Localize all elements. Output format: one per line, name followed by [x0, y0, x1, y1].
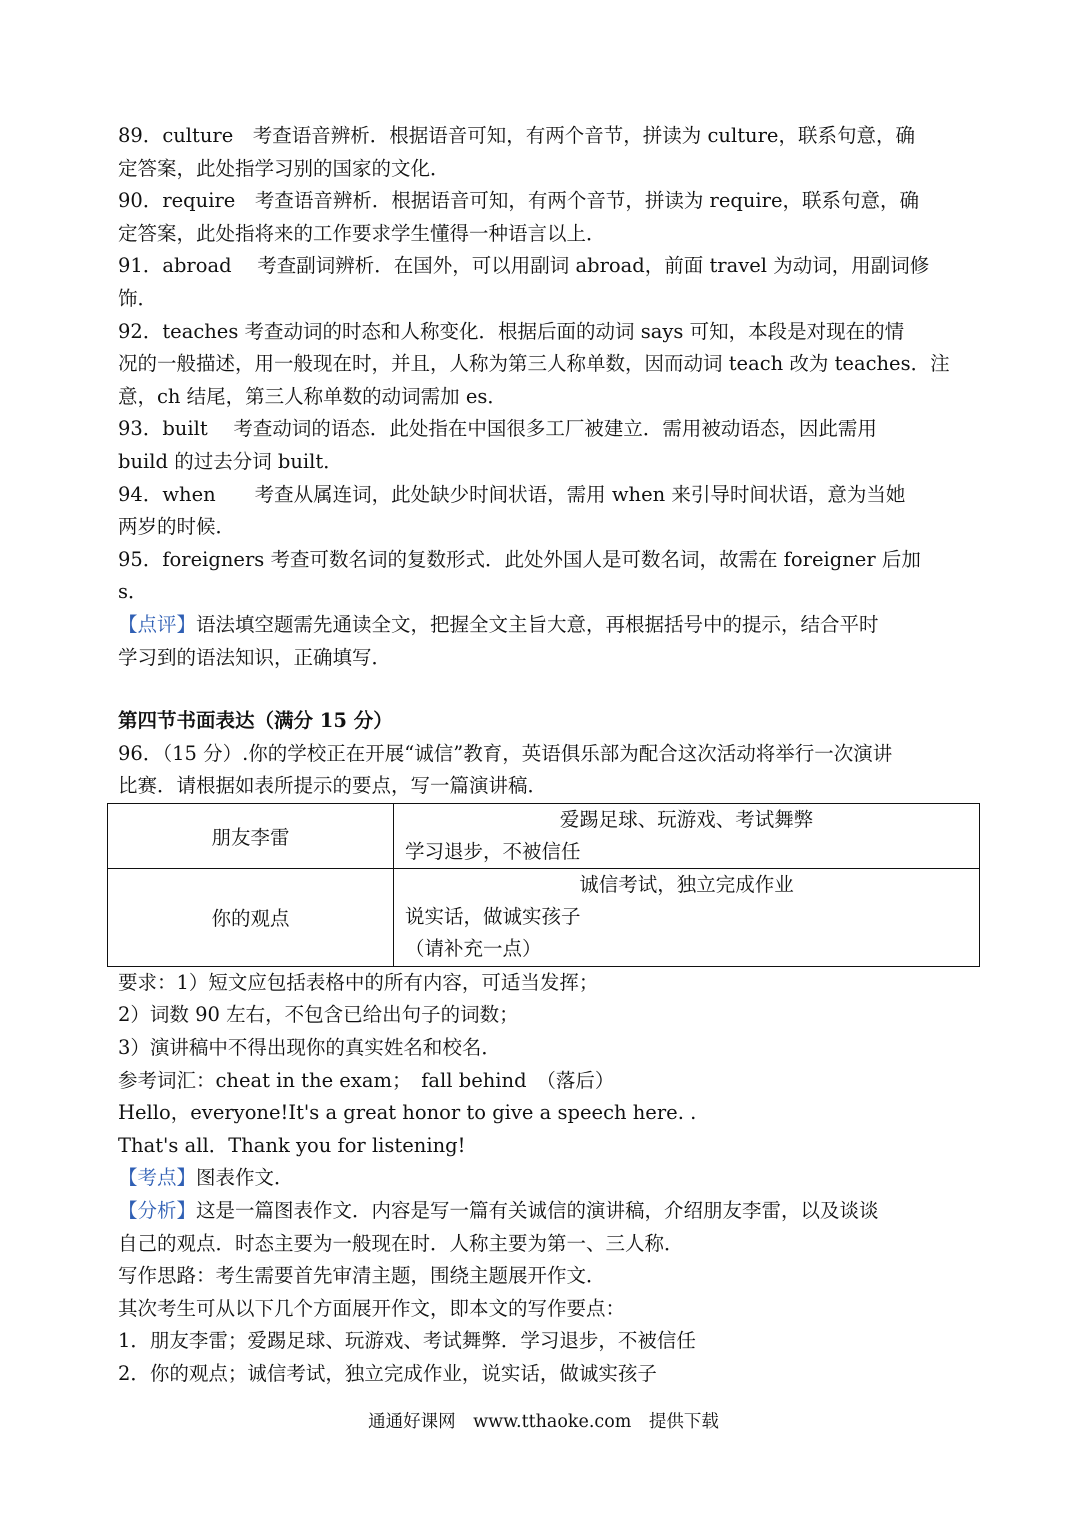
answer-91: 91．abroad 考查副词辨析．在国外，可以用副词 abroad，前面 travel 为动词，用副词修 饰．: [118, 254, 930, 310]
table-row-content: 诚信考试，独立完成作业 说实话，做诚实孩子 （请补充一点）: [394, 868, 980, 966]
answer-95: 95．foreigners 考查可数名词的复数形式．此处外国人是可数名词，故需在 foreigner 后加 s．: [118, 547, 921, 604]
table-row-content: 爱踢足球、玩游戏、考试舞弊 学习退步，不被信任: [394, 803, 980, 868]
answer-93: 93．built 考查动词的语态．此处指在中国很多工厂被建立．需用被动语态，因此需用 build 的过去分词 built．: [118, 417, 877, 473]
answer-90: 90．require 考查语音辨析．根据语音可知，有两个音节，拼读为 require，联系句意，确 定答案，此处指将来的工作要求学生懂得一种语言以上．: [118, 189, 920, 245]
table-row: [108, 868, 980, 966]
analysis-block: 【考点】图表作文． 【分析】这是一篇图表作文．内容是写一篇有关诚信的演讲稿，介绍朋友李雷，以及谈谈 自己的观点．时态主要为一般现在时．人称主要为第一、三人称． 写作思路：考生需要首先审清主题，围绕主题展开作文． 其次考生可从以下几个方面展开作文，即本文的写作要点： 1．朋友李雷；爱踢足球、玩游戏、考试舞弊．学习退步，不被信任 2．你的观点；诚信考试，独立完成作业，说实话，做诚实孩子: [118, 1166, 879, 1385]
speech-closing: That's all．Thank you for listening!: [118, 1133, 466, 1157]
question-96-cont: 比赛．请根据如表所提示的要点，写一篇演讲稿．: [118, 774, 548, 798]
speech-opening: Hello，everyone!It's a great honor to give a speech here. .: [118, 1101, 697, 1125]
prompt-table: [107, 803, 980, 967]
comment-block: 【点评】语法填空题需先通读全文，把握全文主旨大意，再根据括号中的提示，结合平时 学习到的语法知识，正确填写．: [118, 612, 879, 669]
table-row-label: 朋友李雷: [108, 803, 394, 868]
answer-94: 94．when 考查从属连词，此处缺少时间状语，需用 when 来引导时间状语，意为当她 两岁的时候．: [118, 482, 906, 539]
comment-tag: 【点评】: [118, 612, 197, 636]
comment-text: 语法填空题需先通读全文，把握全文主旨大意，再根据括号中的提示，结合平时: [196, 612, 879, 636]
section-title: 第四节书面表达（满分 15 分）: [118, 709, 393, 733]
answer-92: 92．teaches 考查动词的时态和人称变化．根据后面的动词 says 可知，本段是对现在的情 况的一般描述，用一般现在时，并且，人称为第三人称单数，因而动词 teach 改为 teaches．注 意，ch 结尾，第三人称单数的动词需加 es．: [118, 319, 950, 408]
fenxi-tag: 【分析】: [118, 1199, 197, 1223]
document-body: [118, 120, 970, 1391]
table-row-label: 你的观点: [108, 868, 394, 966]
page-footer: 通通好课网 www.tthaoke.com 提供下载: [368, 1412, 719, 1432]
table-row: [108, 803, 980, 868]
question-96: 96．（15 分）.你的学校正在开展“诚信”教育，英语俱乐部为配合这次活动将举行一次演讲: [118, 741, 893, 765]
requirements-block: 要求：1）短文应包括表格中的所有内容，可适当发挥； 2）词数 90 左右，不包含已给出句子的词数； 3）演讲稿中不得出现你的真实姓名和校名． 参考词汇：cheat in the exam； fall behind （落后） Hello，everyone!It's a great honor to give a speech here. . That's all．Thank you for listening!: [118, 967, 970, 1163]
answer-89: 89．culture 考查语音辨析．根据语音可知，有两个音节，拼读为 culture，联系句意，确 定答案，此处指学习别的国家的文化．: [118, 124, 915, 180]
kaodian-tag: 【考点】: [118, 1166, 197, 1190]
vocab-line: 参考词汇：cheat in the exam； fall behind （落后）: [118, 1068, 615, 1092]
